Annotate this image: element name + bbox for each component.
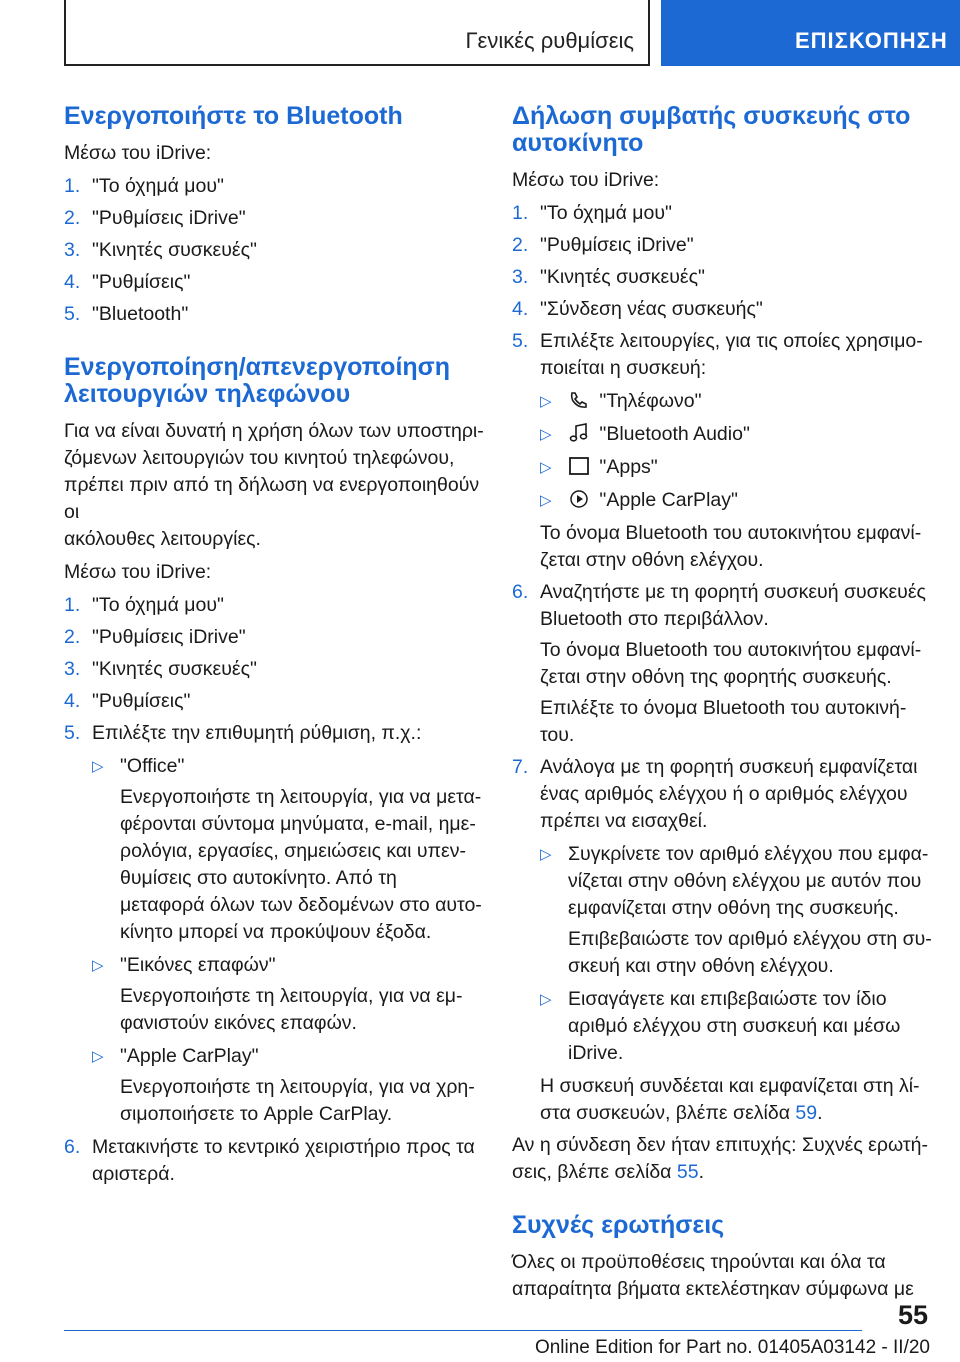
section-title-phone-functions	[64, 354, 484, 408]
text-line: Ενεργοποιήστε τη λειτουργία, για να χρη-	[120, 1076, 475, 1098]
text-line: μεταφορά όλων των δεδομένων στο αυτο-	[120, 894, 482, 916]
step-number: 2.	[64, 207, 81, 229]
step-text: "Κινητές συσκευές"	[540, 266, 705, 288]
triangle-bullet-icon: ▷	[540, 459, 552, 476]
step-text: Μετακινήστε το κεντρικό χειριστήριο προς τα	[92, 1136, 475, 1158]
text-line: πρέπει πριν από τη δήλωση να ενεργοποιηθούν οι	[64, 474, 480, 523]
text-line: στα συσκευών, βλέπε σελίδα	[540, 1102, 796, 1124]
option-description	[120, 983, 484, 1037]
footer-divider	[64, 1330, 862, 1331]
text-line: .	[817, 1102, 823, 1124]
step	[512, 264, 932, 291]
option-description	[120, 784, 484, 946]
step	[64, 720, 484, 1128]
intro-paragraph	[64, 418, 484, 553]
breadcrumb[interactable]: Γενικές ρυθμίσεις	[465, 28, 634, 53]
step-number: 1.	[64, 594, 81, 616]
section-title-bluetooth: Ενεργοποιήστε το Bluetooth	[64, 102, 403, 130]
triangle-bullet-icon: ▷	[540, 426, 552, 443]
function-label: "Τηλέφωνο"	[599, 390, 702, 412]
text-line: Το όνομα Bluetooth του αυτοκινήτου εμφανί-	[540, 639, 922, 661]
text-line: σιμοποιήσετε το Apple CarPlay.	[120, 1103, 393, 1125]
step-text: "Κινητές συσκευές"	[92, 658, 257, 680]
phone-icon	[568, 390, 590, 410]
via-idrive: Μέσω του iDrive:	[64, 142, 212, 164]
apps-icon	[568, 456, 590, 476]
text-line: ρολόγια, εργασίες, σημειώσεις και υπεν-	[120, 840, 466, 862]
step-number: 6.	[64, 1136, 81, 1158]
text-line: Για να είναι δυνατή η χρήση όλων των υποστηρι-	[64, 420, 484, 442]
text-line: Αν η σύνδεση δεν ήταν επιτυχής: Συχνές ερωτή-	[512, 1134, 928, 1156]
settings-options	[92, 753, 484, 1128]
text-line: θυμίσεις στο αυτοκίνητο. Από τη	[120, 867, 397, 889]
carplay-icon	[568, 489, 590, 509]
right-column	[512, 103, 932, 1309]
bullet-note	[568, 926, 932, 980]
step-text: ένας αριθμός ελέγχου ή ο αριθμός ελέγχου	[540, 783, 908, 805]
option-label: "Εικόνες επαφών"	[120, 954, 276, 976]
step	[64, 301, 484, 328]
step	[64, 269, 484, 296]
footer-edition: Online Edition for Part no. 01405A03142 - II/20	[534, 1337, 930, 1358]
step-text: Bluetooth στο περιβάλλον.	[540, 608, 769, 630]
text-line: ζόμενων λειτουργιών του κινητού τηλεφώνου,	[64, 447, 455, 469]
title-line: Δήλωση συμβατής συσκευής στο	[512, 102, 911, 130]
section-title-register-device	[512, 103, 932, 157]
step-number: 6.	[512, 581, 529, 603]
step-text: αριστερά.	[92, 1163, 175, 1185]
text-line: iDrive.	[568, 1042, 624, 1064]
step-number: 3.	[512, 266, 529, 288]
list-item	[540, 388, 932, 415]
text-line: φανιστούν εικόνες επαφών.	[120, 1012, 357, 1034]
device-functions	[540, 388, 932, 514]
text-line: σκευή και στην οθόνη ελέγχου.	[568, 955, 834, 977]
step-text: Ανάλογα με τη φορητή συσκευή εμφανίζεται	[540, 756, 918, 778]
text-line: Επιλέξτε το όνομα Bluetooth του αυτοκινή-	[540, 697, 907, 719]
option-description	[120, 1074, 484, 1128]
step-number: 4.	[512, 298, 529, 320]
text-line: Όλες οι προϋποθέσεις τηρούνται και όλα τα	[512, 1251, 886, 1273]
text-line: απαραίτητα βήματα εκτελέστηκαν σύμφωνα με	[512, 1278, 914, 1300]
step-note	[540, 637, 932, 691]
step-note	[540, 1075, 920, 1124]
list-item	[92, 952, 484, 1037]
text-line: ζεται στην οθόνη της φορητής συσκευής.	[540, 666, 892, 688]
register-steps	[512, 200, 932, 1127]
triangle-bullet-icon: ▷	[92, 957, 104, 974]
step-text: "Κινητές συσκευές"	[92, 239, 257, 261]
triangle-bullet-icon: ▷	[540, 492, 552, 509]
title-line: Ενεργοποίηση/απενεργοποίηση	[64, 353, 451, 381]
left-column	[64, 103, 484, 1193]
step-text: "Το όχημά μου"	[540, 202, 672, 224]
page-link-59[interactable]: 59	[795, 1102, 818, 1124]
step-note	[540, 522, 921, 571]
title-line: λειτουργιών τηλεφώνου	[64, 380, 351, 408]
step-note	[540, 695, 932, 749]
step-number: 3.	[64, 658, 81, 680]
step	[64, 688, 484, 715]
step-text: "Ρυθμίσεις iDrive"	[92, 207, 246, 229]
step-text: πρέπει να εισαχθεί.	[540, 810, 708, 832]
page-number: 55	[897, 1300, 928, 1330]
faq-paragraph	[512, 1249, 932, 1303]
function-label: "Apps"	[599, 456, 658, 478]
step	[64, 592, 484, 619]
phone-function-steps	[64, 592, 484, 1188]
step	[512, 232, 932, 259]
step	[64, 656, 484, 683]
page-link-55[interactable]: 55	[676, 1161, 699, 1183]
text-line: Το όνομα Bluetooth του αυτοκινήτου εμφανί-	[540, 522, 922, 544]
bluetooth-steps	[64, 173, 484, 328]
step-text: "Bluetooth"	[92, 303, 189, 325]
step	[512, 328, 932, 574]
list-item	[540, 487, 932, 514]
text-line: Ενεργοποιήστε τη λειτουργία, για να εμ-	[120, 985, 463, 1007]
step-text: "Σύνδεση νέας συσκευής"	[540, 298, 763, 320]
text-line: Συγκρίνετε τον αριθμό ελέγχου που εμφα-	[568, 843, 929, 865]
text-line: νίζεται στην οθόνη ελέγχου με αυτόν που	[568, 870, 922, 892]
text-line: κίνητο μπορεί να προκύψουν έξοδα.	[120, 921, 432, 943]
step-number: 7.	[512, 756, 529, 778]
section-title-faq: Συχνές ερωτήσεις	[512, 1211, 725, 1239]
step-number: 2.	[64, 626, 81, 648]
tab-overview[interactable]: ΕΠΙΣΚΟΠΗΣΗ	[661, 0, 960, 66]
step	[64, 173, 484, 200]
list-item	[92, 753, 484, 946]
step-text: Επιλέξτε λειτουργίες, για τις οποίες χρησιμο-	[540, 330, 923, 352]
step	[64, 624, 484, 651]
function-label: "Bluetooth Audio"	[599, 423, 750, 445]
triangle-bullet-icon: ▷	[540, 991, 552, 1008]
step-text: Επιλέξτε την επιθυμητή ρύθμιση, π.χ.:	[92, 722, 422, 744]
step-number: 1.	[512, 202, 529, 224]
title-line: αυτοκίνητο	[512, 129, 644, 157]
text-line: φέρονται σύντομα μηνύματα, e-mail, ημε-	[120, 813, 476, 835]
option-label: "Office"	[120, 755, 185, 777]
step	[64, 205, 484, 232]
text-line: Εισαγάγετε και επιβεβαιώστε τον ίδιο	[568, 988, 887, 1010]
step-text: "Το όχημά μου"	[92, 175, 224, 197]
text-line: αριθμό ελέγχου στη συσκευή και μέσω	[568, 1015, 901, 1037]
triangle-bullet-icon: ▷	[92, 758, 104, 775]
step-number: 5.	[64, 303, 81, 325]
text-line: του.	[540, 724, 575, 746]
text-line: .	[698, 1161, 704, 1183]
step-number: 4.	[64, 271, 81, 293]
music-note-icon	[568, 423, 590, 443]
text-line: Η συσκευή συνδέεται και εμφανίζεται στη λί-	[540, 1075, 920, 1097]
step	[512, 754, 932, 1127]
step-number: 1.	[64, 175, 81, 197]
step-number: 3.	[64, 239, 81, 261]
function-label: "Apple CarPlay"	[599, 489, 738, 511]
step-number: 4.	[64, 690, 81, 712]
step	[512, 296, 932, 323]
step-text: "Ρυθμίσεις iDrive"	[92, 626, 246, 648]
header-frame	[64, 0, 650, 66]
list-item	[540, 421, 932, 448]
text-line: σεις, βλέπε σελίδα	[512, 1161, 677, 1183]
text-line: ακόλουθες λειτουργίες.	[64, 528, 261, 550]
text-line: Επιβεβαιώστε τον αριθμό ελέγχου στη συ-	[568, 928, 932, 950]
check-number-options	[540, 841, 932, 1067]
step-number: 5.	[64, 722, 81, 744]
triangle-bullet-icon: ▷	[540, 393, 552, 410]
option-label: "Apple CarPlay"	[120, 1045, 259, 1067]
step-number: 2.	[512, 234, 529, 256]
text-line: ζεται στην οθόνη ελέγχου.	[540, 549, 764, 571]
text-line: εμφανίζεται στην οθόνη της συσκευής.	[568, 897, 899, 919]
step-text: ποιείται η συσκευή:	[540, 357, 707, 379]
list-item	[540, 841, 932, 980]
via-idrive: Μέσω του iDrive:	[64, 561, 212, 583]
step-text: Αναζητήστε με τη φορητή συσκευή συσκευές	[540, 581, 926, 603]
list-item	[540, 454, 932, 481]
step	[512, 579, 932, 749]
triangle-bullet-icon: ▷	[540, 846, 552, 863]
failure-note	[512, 1132, 932, 1186]
step	[64, 237, 484, 264]
step-text: "Ρυθμίσεις"	[92, 271, 191, 293]
list-item	[540, 986, 932, 1067]
step-text: "Ρυθμίσεις"	[92, 690, 191, 712]
step	[512, 200, 932, 227]
via-idrive: Μέσω του iDrive:	[512, 169, 660, 191]
text-line: Ενεργοποιήστε τη λειτουργία, για να μετα-	[120, 786, 482, 808]
step-number: 5.	[512, 330, 529, 352]
triangle-bullet-icon: ▷	[92, 1048, 104, 1065]
step-text: "Ρυθμίσεις iDrive"	[540, 234, 694, 256]
step	[64, 1134, 484, 1188]
step-text: "Το όχημά μου"	[92, 594, 224, 616]
list-item	[92, 1043, 484, 1128]
